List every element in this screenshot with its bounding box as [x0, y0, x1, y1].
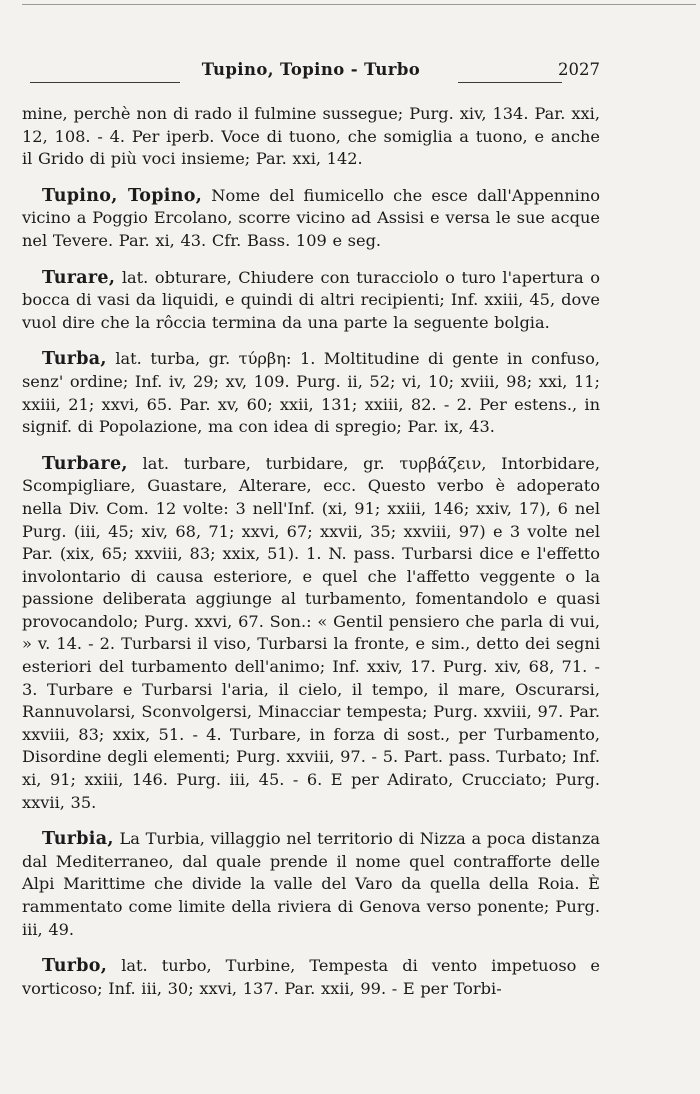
entry-text: Nome del fiumicello che esce dall'Appennino vicino a Poggio Ercolano, scorre vicino ad Assisi e versa le sue acque nel Tevere. Par. xi, 43. Cfr. Bass. 109 e seg. [22, 185, 601, 250]
entry-turba [22, 348, 600, 438]
entry-headword: Turbia, [42, 829, 114, 850]
scan-edge-line [22, 4, 696, 5]
entry-headword: Tupino, Topino, [42, 185, 203, 206]
entry-turare [22, 267, 600, 335]
entry-text: lat. turbare, turbidare, gr. τυρβάζειν, Intorbidare, Scompigliare, Guastare, Alterare, ecc. Questo verbo è adoperato nella Div. Com. 12 volte: 3 nell'Inf. (xi, 91; xxiii, 146; xxiv, 17), 6 nel Purg. (iii, 45; xiv, 68, 71; xxvi, 67; xxvii, 35; xxviii, 97) e 3 volte nel Par. (xix, 65; xxviii, 83; xxix, 51). 1. N. pass. Turbarsi dice e l'effetto involontario di causa esteriore, e quel che l'affetto veggente o la passione deliberata aggiunge al turbamento, fomentandolo e quasi provocandolo; Purg. xxvi, 67. Son.: « Gentil pensiero che parla di vui, » v. 14. - 2. Turbarsi il viso, Turbarsi la fronte, e sim., detto dei segni esteriori del turbamento dell'animo; Inf. xxiv, 17. Purg. xiv, 68, 71. - 3. Turbare e Turbarsi l'aria, il cielo, il tempo, il mare, Oscurarsi, Rannuvolarsi, Sconvolgersi, Minacciar tempesta; Purg. xxviii, 97. Par. xxviii, 83; xxix, 51. - 4. Turbare, in forza di sost., per Turbamento, Disordine degli elementi; Purg. xxviii, 97. - 5. Part. pass. Turbato; Inf. xi, 91; xxiii, 146. Purg. iii, 45. - 6. E per Adirato, Crucciato; Purg. xxvii, 35. [22, 453, 601, 812]
entry-text: lat. turbo, Turbine, Tempesta di vento impetuoso e vorticoso; Inf. iii, 30; xxvi, 137. Par. xxii, 99. - E per Torbi- [22, 956, 600, 998]
entry-headword: Turbare, [42, 453, 128, 474]
entry-tupino [22, 185, 600, 253]
entry-headword: Turbo, [42, 956, 108, 977]
entry-text: lat. turba, gr. τύρβη: 1. Moltitudine di gente in confuso, senz' ordine; Inf. iv, 29; xv, 109. Purg. ii, 52; vi, 10; xviii, 98; xxi, 11; xxiii, 21; xxvi, 65. Par. xv, 60; xxii, 131; xxiii, 82. - 2. Per estens., in signif. di Popolazione, ma con idea di spregio; Par. ix, 43. [22, 349, 601, 437]
entry-text: La Turbia, villaggio nel territorio di Nizza a poca distanza dal Mediterraneo, dal quale prende il nome quel contrafforte delle Alpi Marittime che divide la valle del Varo da quella della Roia. È rammentato come limite della riviera di Genova verso ponente; Purg. iii, 49. [22, 829, 601, 939]
entry-text: mine, perchè non di rado il fulmine sussegue; Purg. xiv, 134. Par. xxi, 12, 108. - 4. Per iperb. Voce di tuono, che somiglia a tuono, e anche il Grido di più voci insieme; Par. xxi, 142. [22, 104, 600, 169]
running-head: Tupino, Topino - Turbo [201, 60, 421, 79]
entry-turbia [22, 828, 600, 941]
dictionary-page [22, 0, 600, 1094]
entry-text: lat. obturare, Chiudere con turacciolo o turo l'apertura o bocca di vasi da liquidi, e quindi di altri recipienti; Inf. xxiii, 45, dove vuol dire che la rôccia termina da una parte la seguente bolgia. [22, 267, 600, 332]
page-body [22, 103, 600, 1014]
entry-headword: Turare, [42, 267, 116, 288]
entry-turbo [22, 955, 600, 1000]
header-rule-left [30, 82, 180, 83]
header-rule-right [458, 82, 562, 83]
page-number: 2027 [558, 60, 600, 79]
entry-turbare [22, 453, 600, 815]
entry-headword: Turba, [42, 349, 107, 370]
page-header [22, 60, 600, 84]
entry-continuation [22, 103, 600, 171]
